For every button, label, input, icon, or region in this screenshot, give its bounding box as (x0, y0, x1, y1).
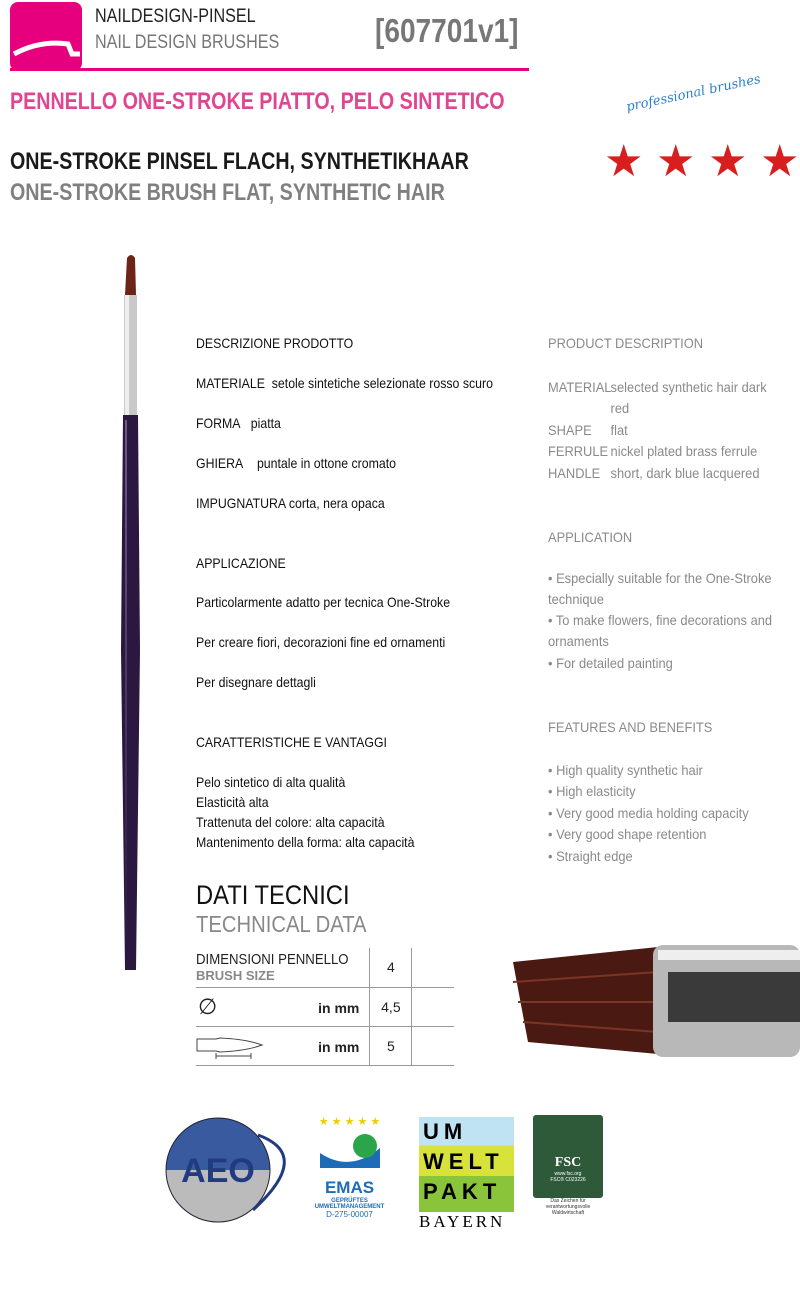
list-item: • To make flowers, fine decorations and (548, 612, 773, 628)
list-item: Trattenuta del colore: alta capacità (196, 814, 385, 830)
tagline: professional brushes (624, 71, 763, 116)
star-icon: ★ (708, 137, 748, 186)
list-item: Pelo sintetico di alta qualità (196, 774, 346, 790)
table-row: in mm 5 (196, 1026, 454, 1065)
spec-row-en: HANDLE short, dark blue lacquered (548, 465, 760, 481)
title-en: ONE-STROKE BRUSH FLAT, SYNTHETIC HAIR (10, 179, 445, 206)
brand-logo (10, 2, 82, 71)
star-icon: ★ (656, 137, 696, 186)
header-divider (10, 68, 529, 71)
list-item: Per disegnare dettagli (196, 674, 316, 690)
spec-row-it: MATERIALE setole sintetiche selezionate rosso scuro (196, 375, 493, 391)
list-item: technique (548, 591, 604, 607)
diameter-icon: ∅ (198, 993, 218, 1019)
aeo-logo (143, 1115, 298, 1225)
hair-length-icon (196, 1035, 266, 1059)
umweltpakt-logo: UM WELT PAKT BAYERN (419, 1117, 514, 1232)
title-it: PENNELLO ONE-STROKE PIATTO, PELO SINTETICO (10, 88, 505, 115)
category-de: NAILDESIGN-PINSEL (95, 6, 256, 27)
spec-row-en: FERRULE nickel plated brass ferrule (548, 443, 758, 459)
list-item: • Straight edge (548, 848, 633, 864)
table-row: ∅ in mm 4,5 (196, 987, 454, 1026)
tech-table (196, 948, 454, 1066)
spec-row-it: FORMA piatta (196, 415, 281, 431)
spec-row-it: GHIERA puntale in ottone cromato (196, 455, 396, 471)
list-item: Elasticità alta (196, 794, 269, 810)
feat-title-en: FEATURES AND BENEFITS (548, 719, 713, 735)
emas-logo: ★ ★ ★ ★ ★ EMAS GEPRÜFTES UMWELTMANAGEMENT D-275-00007 (314, 1116, 385, 1219)
brush-image (110, 250, 150, 980)
feat-title-it: CARATTERISTICHE E VANTAGGI (196, 734, 387, 750)
spec-row-en: SHAPE flat (548, 422, 628, 438)
product-code: [607701v1] (375, 12, 519, 49)
spec-row-en: MATERIALselected synthetic hair dark (548, 379, 767, 395)
svg-text:AEO: AEO (181, 1152, 255, 1190)
list-item: • Very good shape retention (548, 826, 707, 842)
star-icon: ★ (604, 137, 644, 186)
list-item: • Especially suitable for the One-Stroke (548, 570, 772, 586)
list-item: • Very good media holding capacity (548, 805, 749, 821)
list-item: • High elasticity (548, 783, 636, 799)
list-item: • High quality synthetic hair (548, 762, 703, 778)
list-item: Per creare fiori, decorazioni fine ed ornamenti (196, 634, 446, 650)
spec-row-it: IMPUGNATURA corta, nera opaca (196, 495, 385, 511)
list-item: Particolarmente adatto per tecnica One-Stroke (196, 594, 451, 610)
title-de: ONE-STROKE PINSEL FLACH, SYNTHETIKHAAR (10, 148, 469, 175)
desc-title-it: DESCRIZIONE PRODOTTO (196, 335, 354, 351)
list-item: Mantenimento della forma: alta capacità (196, 834, 415, 850)
fsc-logo: FSC www.fsc.org FSC® C023226 Das Zeichen für verantwortungsvolle Waldwirtschaft (533, 1115, 603, 1216)
list-item: • For detailed painting (548, 655, 673, 671)
app-title-en: APPLICATION (548, 529, 633, 545)
category-en: NAIL DESIGN BRUSHES (95, 32, 280, 53)
desc-title-en: PRODUCT DESCRIPTION (548, 335, 704, 351)
tech-title-it: DATI TECNICI (196, 880, 350, 910)
spec-row-en: red (610, 400, 630, 416)
star-icon: ★ (760, 137, 800, 186)
table-row: DIMENSIONI PENNELLO BRUSH SIZE 4 (196, 948, 454, 987)
app-title-it: APPLICAZIONE (196, 555, 286, 571)
tech-title-en: TECHNICAL DATA (196, 911, 367, 937)
brush-head-image (508, 942, 800, 1064)
list-item: ornaments (548, 633, 609, 649)
